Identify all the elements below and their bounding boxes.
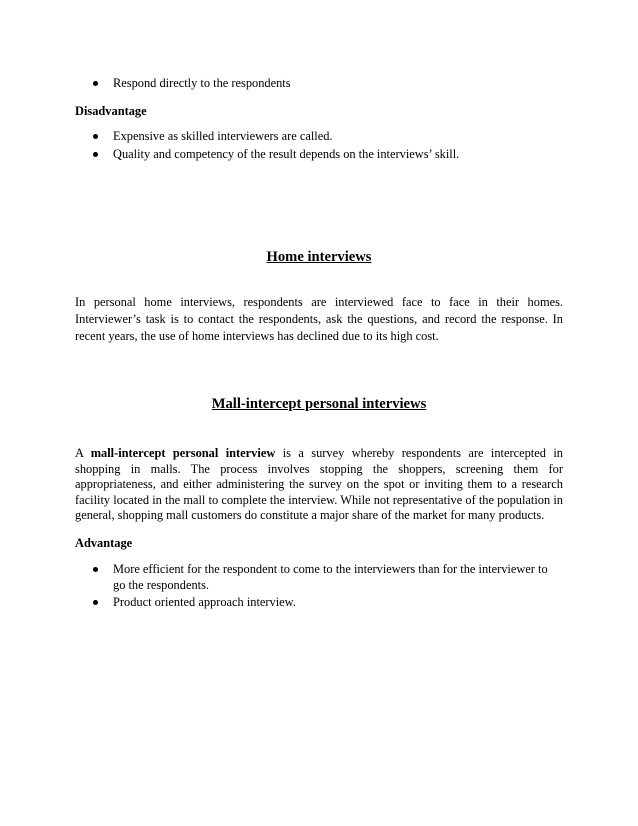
bullet-text: Product oriented approach interview.	[113, 595, 296, 609]
home-interviews-heading: Home interviews	[266, 249, 372, 265]
bullet-item	[75, 76, 563, 92]
home-interviews-paragraph: In personal home interviews, respondents are interviewed face to face in their homes. Interviewer’s task is to contact the respondents, ask the questions, and record the response. In recent years, the use of home interviews has declined due to its high cost.	[75, 295, 563, 343]
advantage-heading: Advantage	[75, 536, 133, 550]
bullet-item	[75, 562, 563, 593]
bullet-text: More efficient for the respondent to come to the interviewers than for the interviewer to go the respondents.	[113, 562, 548, 592]
bullet-text: Respond directly to the respondents	[113, 76, 291, 90]
disadvantage-list	[75, 129, 563, 164]
paragraph-rest: is a survey whereby respondents are intercepted in shopping in malls. The process involves stopping the shoppers, screening them for appropriateness, and either administering the survey on the spot or inviting them to a research facility located in the mall to complete the interview. While not representative of the population in general, shopping mall customers do constitute a major share of the market for many products.	[75, 446, 563, 522]
paragraph-prefix: A	[75, 446, 84, 460]
bullet-icon	[93, 81, 98, 86]
disadvantage-heading: Disadvantage	[75, 104, 147, 118]
bullet-item	[75, 595, 563, 611]
bullet-text: Expensive as skilled interviewers are called.	[113, 129, 333, 143]
home-interviews-body	[75, 294, 563, 345]
bullet-icon	[93, 600, 98, 605]
mall-intercept-heading: Mall-intercept personal interviews	[211, 396, 427, 412]
bullet-icon	[93, 152, 98, 157]
bullet-icon	[93, 134, 98, 139]
mall-intercept-body	[75, 446, 563, 524]
advantage-list	[75, 562, 563, 613]
bullet-item	[75, 129, 563, 145]
bullet-icon	[93, 567, 98, 572]
bullet-item	[75, 147, 563, 163]
top-bullet-list	[75, 76, 563, 94]
bullet-text: Quality and competency of the result depends on the interviews’ skill.	[113, 146, 460, 161]
bold-term: mall-intercept personal interview	[90, 446, 276, 460]
mall-intercept-paragraph	[75, 446, 563, 524]
